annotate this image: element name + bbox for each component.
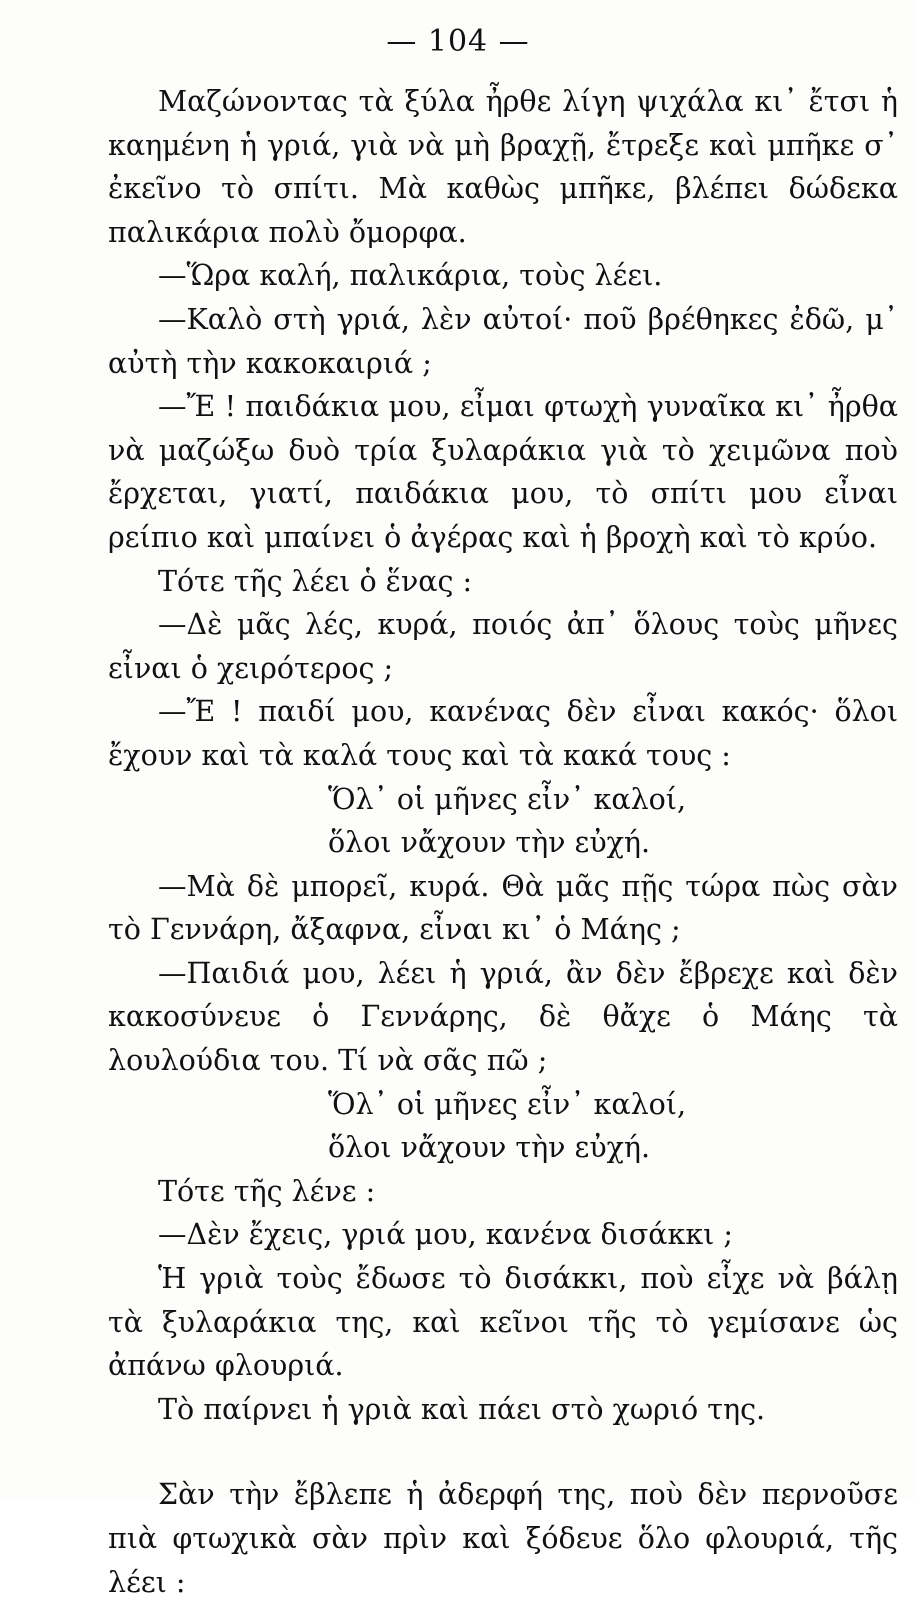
dialogue-line: —Καλὸ στὴ γριά, λὲν αὐτοί· ποῦ βρέθηκες ἐδῶ, μ᾽ αὐτὴ τὴν κακοκαιριά ; <box>108 302 898 380</box>
verse-line: ὅλοι νἄχουν τὴν εὐχή. <box>328 826 651 860</box>
paragraph: Σὰν τὴν ἔβλεπε ἡ ἀδερφή της, ποὺ δὲν περνοῦσε πιὰ φτωχικὰ σὰν πρὶν καὶ ξόδευε ὅλο φλουριά, τῆς λέει : <box>108 1478 898 1599</box>
page-body <box>108 80 898 1604</box>
verse-line: Ὅλ᾽ οἱ μῆνες εἶν᾽ καλοί, <box>328 782 687 816</box>
dialogue-line: —Δὲ μᾶς λές, κυρά, ποιός ἀπ᾽ ὅλους τοὺς μῆνες εἶναι ὁ χειρότερος ; <box>108 608 898 685</box>
verse-line: Ὅλ᾽ οἱ μῆνες εἶν᾽ καλοί, <box>328 1087 687 1121</box>
section-gap <box>108 1431 898 1473</box>
verse-couplet <box>328 1083 898 1170</box>
dialogue-line: —Ἔ ! παιδί μου, κανένας δὲν εἶναι κακός· ὅλοι ἔχουν καὶ τὰ καλά τους καὶ τὰ κακά τους : <box>108 695 898 772</box>
paragraph: Τότε τῆς λένε : <box>158 1174 376 1208</box>
dialogue-line: —Ἔ ! παιδάκια μου, εἶμαι φτωχὴ γυναῖκα κι᾽ ἦρθα νὰ μαζώξω δυὸ τρία ξυλαράκια γιὰ τὸ χειμῶνα ποὺ ἔρχεται, γιατί, παιδάκια μου, τὸ σπίτι μου εἶναι ρείπιο καὶ μπαίνει ὁ ἀγέρας καὶ ἡ βροχὴ καὶ τὸ κρύο. <box>108 390 898 554</box>
paragraph: Τότε τῆς λέει ὁ ἕνας : <box>158 564 473 598</box>
dialogue-line: —Δὲν ἔχεις, γριά μου, κανένα δισάκκι ; <box>158 1218 734 1252</box>
dialogue-line: —Μὰ δὲ μπορεῖ, κυρά. Θὰ μᾶς πῇς τώρα πὼς σὰν τὸ Γεννάρη, ἄξαφνα, εἶναι κι᾽ ὁ Μάης ; <box>108 869 898 947</box>
dialogue-line: —Ὥρα καλή, παλικάρια, τοὺς λέει. <box>158 259 663 293</box>
verse-couplet <box>328 778 898 865</box>
paragraph: Ἡ γριὰ τοὺς ἔδωσε τὸ δισάκκι, ποὺ εἶχε νὰ βάλῃ τὰ ξυλαράκια της, καὶ κεῖνοι τῆς τὸ γεμίσανε ὡς ἀπάνω φλουριά. <box>108 1262 898 1383</box>
paragraph: Τὸ παίρνει ἡ γριὰ καὶ πάει στὸ χωριό της. <box>158 1392 766 1426</box>
paragraph: Μαζώνοντας τὰ ξύλα ἦρθε λίγη ψιχάλα κι᾽ ἔτσι ἡ καημένη ἡ γριά, γιὰ νὰ μὴ βραχῇ, ἔτρεξε καὶ μπῆκε σ᾽ ἐκεῖνο τὸ σπίτι. Μὰ καθὼς μπῆκε, βλέπει δώδεκα παλικάρια πολὺ ὄμορφα. <box>108 85 898 249</box>
dialogue-line: —Παιδιά μου, λέει ἡ γριά, ἂν δὲν ἔβρεχε καὶ δὲν κακοσύνευε ὁ Γεννάρης, δὲ θἄχε ὁ Μάης τὰ λουλούδια του. Τί νὰ σᾶς πῶ ; <box>108 956 898 1078</box>
page-number: — 104 — <box>386 24 530 59</box>
verse-line: ὅλοι νἄχουν τὴν εὐχή. <box>328 1131 651 1165</box>
